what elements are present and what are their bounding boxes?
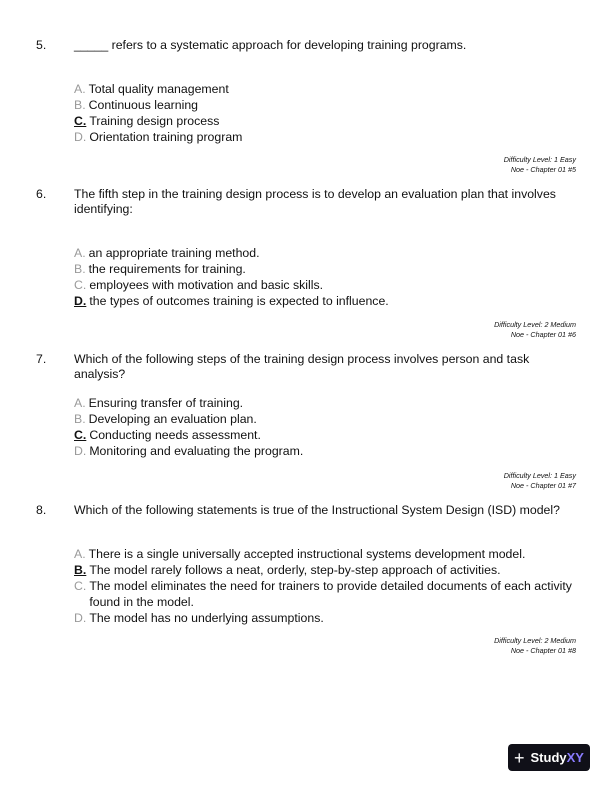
- option-letter: B.: [74, 412, 86, 426]
- option-c: [74, 277, 574, 293]
- difficulty-level: Difficulty Level: 1 Easy: [503, 471, 576, 480]
- option-letter: C.: [74, 579, 87, 593]
- option-letter: A.: [74, 396, 86, 410]
- option-letter: C.: [74, 278, 87, 292]
- source-reference: Noe - Chapter 01 #7: [510, 480, 576, 490]
- option-letter: D.: [74, 444, 87, 458]
- option-c-correct: [74, 113, 574, 129]
- option-text: Developing an evaluation plan.: [88, 412, 257, 426]
- option-c: [74, 578, 574, 610]
- option-d: [74, 610, 574, 626]
- source-reference: Noe - Chapter 01 #5: [510, 164, 576, 174]
- option-text: Conducting needs assessment.: [89, 428, 261, 442]
- option-d-correct: [74, 293, 574, 309]
- option-text: the types of outcomes training is expected to influence.: [89, 294, 389, 308]
- option-letter: B.: [74, 98, 86, 112]
- option-letter: C.: [74, 114, 87, 128]
- option-list: [74, 245, 574, 309]
- question-number: 5.: [36, 38, 47, 52]
- option-text: There is a single universally accepted instructional systems development model.: [88, 547, 526, 561]
- option-d: [74, 443, 574, 459]
- option-letter: D.: [74, 130, 87, 144]
- option-list: [74, 395, 574, 459]
- option-b: [74, 261, 574, 277]
- option-letter: B.: [74, 262, 86, 276]
- question-meta: [494, 636, 576, 655]
- option-text: Total quality management: [88, 82, 229, 96]
- option-c-correct: [74, 427, 574, 443]
- question-number: 8.: [36, 503, 47, 517]
- option-a: [74, 395, 574, 411]
- option-list: [74, 546, 574, 626]
- option-text: The model eliminates the need for trainers to provide detailed documents of each activity found in the model.: [89, 579, 572, 609]
- option-text: Training design process: [89, 114, 220, 128]
- option-text: The model rarely follows a neat, orderly, step-by-step approach of activities.: [89, 563, 501, 577]
- question-meta: [494, 320, 576, 339]
- question-text: _____ refers to a systematic approach for developing training programs.: [74, 38, 467, 52]
- question-text: Which of the following steps of the training design process involves person and task analysis?: [74, 352, 530, 381]
- option-letter: A.: [74, 547, 86, 561]
- option-b: [74, 411, 574, 427]
- option-letter: B.: [74, 563, 87, 577]
- difficulty-level: Difficulty Level: 2 Medium: [494, 320, 576, 329]
- option-text: an appropriate training method.: [88, 246, 260, 260]
- source-reference: Noe - Chapter 01 #6: [510, 329, 576, 339]
- option-letter: A.: [74, 246, 86, 260]
- option-text: Monitoring and evaluating the program.: [89, 444, 304, 458]
- question-number: 7.: [36, 352, 47, 366]
- option-letter: A.: [74, 82, 86, 96]
- source-reference: Noe - Chapter 01 #8: [510, 645, 576, 655]
- question-meta: [504, 471, 576, 490]
- question-text: Which of the following statements is true of the Instructional System Design (ISD) model?: [74, 503, 560, 517]
- difficulty-level: Difficulty Level: 1 Easy: [503, 155, 576, 164]
- studyxy-badge[interactable]: [508, 744, 590, 771]
- option-b: [74, 97, 574, 113]
- option-text: Ensuring transfer of training.: [88, 396, 244, 410]
- option-b-correct: [74, 562, 574, 578]
- option-text: Orientation training program: [89, 130, 243, 144]
- option-text: Continuous learning: [88, 98, 199, 112]
- option-d: [74, 129, 574, 145]
- question-meta: [504, 155, 576, 174]
- option-letter: C.: [74, 428, 87, 442]
- plus-icon: +: [514, 747, 525, 768]
- option-text: employees with motivation and basic skills.: [89, 278, 324, 292]
- option-text: the requirements for training.: [88, 262, 246, 276]
- option-letter: D.: [74, 611, 87, 625]
- question-number: 6.: [36, 187, 47, 201]
- brand-name: StudyXY: [530, 750, 584, 765]
- difficulty-level: Difficulty Level: 2 Medium: [494, 636, 576, 645]
- option-letter: D.: [74, 294, 87, 308]
- option-text: The model has no underlying assumptions.: [89, 611, 324, 625]
- option-a: [74, 546, 574, 562]
- option-a: [74, 81, 574, 97]
- question-text: The fifth step in the training design process is to develop an evaluation plan that involves identifying:: [74, 187, 556, 216]
- option-list: [74, 81, 574, 145]
- option-a: [74, 245, 574, 261]
